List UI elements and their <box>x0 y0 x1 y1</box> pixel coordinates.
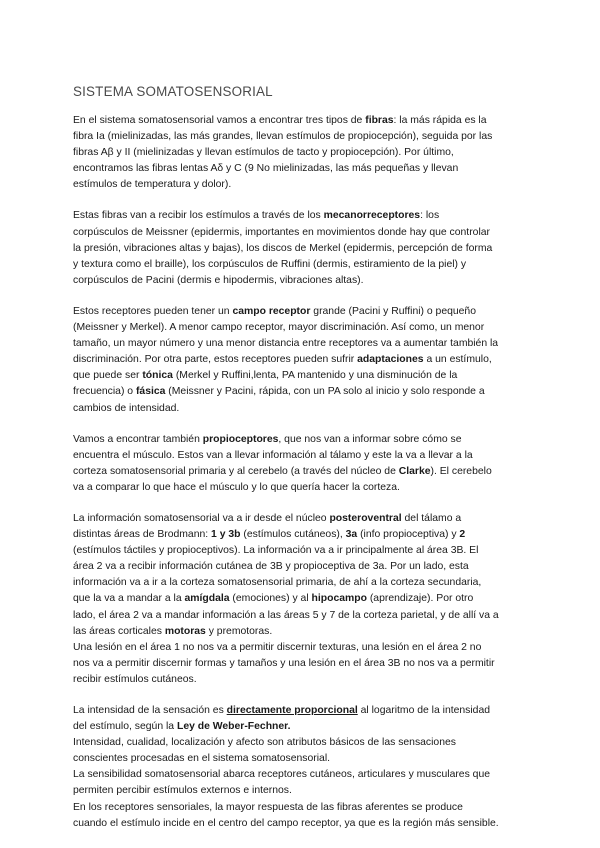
paragraph-3 <box>73 304 540 417</box>
text-run: ). El cerebelo <box>430 465 492 477</box>
text-line <box>73 800 540 816</box>
text-run: distintas áreas de Brodmann: <box>73 529 212 541</box>
text-line <box>73 145 540 161</box>
text-run: corpúsculos de Meissner (epidermis, importantes en movimientos donde hay que controlar <box>73 226 490 238</box>
text-run: Una lesión en el área 1 no nos va a permitir discernir texturas, una lesión en el área 2 no <box>73 641 482 653</box>
text-run: estímulos de temperatura y dolor). <box>73 179 232 191</box>
text-run: En el sistema somatosensorial vamos a encontrar tres tipos de <box>73 115 366 126</box>
text-line <box>73 719 540 735</box>
text-run: al logaritmo de la intensidad <box>357 705 491 716</box>
text-run: área 2 va a recibir información cutánea de 3B y propioceptiva de 3a. Por un lado, esta <box>73 561 469 573</box>
text-run: En los receptores sensoriales, la mayor respuesta de las fibras aferentes se produce <box>73 801 463 813</box>
text-run: (aprendizaje). Por otro <box>366 593 474 605</box>
text-line <box>73 273 540 289</box>
bold-term: Clarke <box>398 465 431 477</box>
text-run: frecuencia) o <box>73 386 136 398</box>
text-run: (Meissner y Pacini, rápida, con un PA solo al inicio y solo responde a <box>165 386 485 398</box>
bold-term: posteroventral <box>329 512 402 524</box>
bold-term: adaptaciones <box>357 354 424 366</box>
text-run: la presión, vibraciones altas y bajas), los discos de Merkel (epidermis, percepción de forma <box>73 242 493 254</box>
text-run: : los <box>420 210 440 222</box>
text-run: fibras Aβ y II (mielinizadas y llevan estímulos de tacto y propiocepción). Por último, <box>73 147 454 159</box>
text-run: (estímulos cutáneos), <box>240 529 346 541</box>
bold-term: amígdala <box>184 593 230 605</box>
text-run: Estas fibras van a recibir los estímulos a través de los <box>73 210 324 222</box>
text-run: La sensibilidad somatosensorial abarca receptores cutáneos, articulares y musculares que <box>73 769 491 781</box>
text-line <box>73 257 540 273</box>
text-line <box>73 511 540 527</box>
text-run: (info propioceptiva) y <box>357 529 460 541</box>
bold-term: fibras <box>365 115 394 126</box>
text-run: las áreas corticales <box>73 625 165 637</box>
text-run: : la más rápida es la <box>393 115 487 126</box>
text-line <box>73 225 540 241</box>
text-line <box>73 816 540 832</box>
text-run: Intensidad, cualidad, localización y afecto son atributos básicos de las sensaciones <box>73 737 456 749</box>
bold-term: hipocampo <box>311 593 367 605</box>
text-run: que puede ser <box>73 370 143 382</box>
document-body <box>73 113 540 832</box>
text-line <box>73 767 540 783</box>
bold-term: campo receptor <box>232 305 311 317</box>
text-line <box>73 672 540 688</box>
text-line <box>73 480 540 496</box>
paragraph-6 <box>73 703 540 832</box>
page-title: SISTEMA SOMATOSENSORIAL <box>73 84 273 99</box>
text-run: encuentra el músculo. Estos van a llevar información al tálamo y este la va a llevar a la <box>73 449 473 461</box>
text-line <box>73 208 540 224</box>
text-line <box>73 783 540 799</box>
text-line <box>73 401 540 417</box>
text-line <box>73 464 540 480</box>
text-run: (Meissner y Merkel). A menor campo receptor, mayor discriminación. Así como, un menor <box>73 322 485 334</box>
text-run: y textura como el braille), los corpúsculos de Ruffini (dermis, estiramiento de la piel) y <box>73 258 467 270</box>
text-line <box>73 352 540 368</box>
text-run: información va a ir a la corteza somatosensorial primaria, de ahí a la corteza secundaria, <box>73 577 482 589</box>
text-line <box>73 591 540 607</box>
text-line <box>73 113 540 129</box>
paragraph-2 <box>73 208 540 288</box>
text-run: grande (Pacini y Ruffini) o pequeño <box>310 305 476 317</box>
text-run: del tálamo a <box>401 512 462 524</box>
text-line <box>73 624 540 640</box>
text-run: corteza somatosensorial primaria y al cerebelo (a través del núcleo de <box>73 465 399 477</box>
text-run: que la va a mandar a la <box>73 593 185 605</box>
text-line <box>73 432 540 448</box>
text-run: va a comparar lo que hace el músculo y lo que quería hacer la corteza. <box>73 481 400 493</box>
text-run: discriminación. Por otra parte, estos receptores pueden sufrir <box>73 354 358 366</box>
bold-term: 2 <box>459 529 466 541</box>
bold-term: 3a <box>345 529 358 541</box>
bold-underlined-term: directamente proporcional <box>226 705 358 716</box>
text-line <box>73 656 540 672</box>
bold-term: motoras <box>164 625 206 637</box>
text-line <box>73 575 540 591</box>
text-line <box>73 304 540 320</box>
text-run: La intensidad de la sensación es <box>73 705 227 716</box>
text-line <box>73 177 540 193</box>
text-line <box>73 751 540 767</box>
text-run: cuando el estímulo incide en el centro del campo receptor, ya que es la región más sensible. <box>73 817 499 829</box>
bold-term: propioceptores <box>202 433 279 445</box>
text-run: lado, el área 2 va a mandar información a las áreas 5 y 7 de la corteza parietal, y de allí va a <box>73 609 499 621</box>
text-run: nos va a permitir discernir formas y tamaños y una lesión en el área 3B no nos va a permitir <box>73 657 495 669</box>
bold-term: mecanorreceptores <box>323 210 421 222</box>
text-line <box>73 543 540 559</box>
text-line <box>73 336 540 352</box>
text-run: corpúsculos de Pacini (dermis e hipodermis, vibraciones altas). <box>73 274 364 286</box>
text-line <box>73 384 540 400</box>
paragraph-1 <box>73 113 540 193</box>
text-run: a un estímulo, <box>423 354 492 366</box>
text-line <box>73 448 540 464</box>
paragraph-5 <box>73 511 540 688</box>
text-run: recibir estímulos cutáneos. <box>73 673 197 685</box>
text-run: (estímulos táctiles y propioceptivos). La información va a ir principalmente al área 3B. El <box>73 545 479 557</box>
text-line <box>73 703 540 719</box>
bold-term: 1 y 3b <box>211 529 241 541</box>
text-run: y premotoras. <box>205 625 273 637</box>
text-line <box>73 241 540 257</box>
text-run: encontramos las fibras lentas Aδ y C (9 No mielinizadas, las más pequeñas y llevan <box>73 163 459 175</box>
text-run: (Merkel y Ruffini,lenta, PA mantenido y una disminución de la <box>172 370 458 382</box>
text-line <box>73 608 540 624</box>
text-run: La información somatosensorial va a ir desde el núcleo <box>73 512 330 524</box>
text-run: permiten percibir estímulos externos e internos. <box>73 785 292 797</box>
paragraph-4 <box>73 432 540 496</box>
text-run: del estímulo, según la <box>73 721 177 733</box>
text-line <box>73 640 540 656</box>
text-run: , que nos van a informar sobre cómo se <box>278 433 462 445</box>
text-line <box>73 559 540 575</box>
text-run: Vamos a encontrar también <box>73 433 203 445</box>
text-line <box>73 368 540 384</box>
bold-term: Ley de Weber-Fechner. <box>176 721 291 733</box>
text-run: conscientes procesadas en el sistema somatosensorial. <box>73 753 331 765</box>
bold-term: tónica <box>142 370 173 382</box>
text-line <box>73 527 540 543</box>
text-line <box>73 129 540 145</box>
bold-term: fásica <box>135 386 166 398</box>
text-line <box>73 735 540 751</box>
text-line <box>73 161 540 177</box>
text-line <box>73 320 540 336</box>
text-run: (emociones) y al <box>229 593 312 605</box>
text-run: Estos receptores pueden tener un <box>73 305 233 317</box>
text-run: fibra Ia (mielinizadas, las más grandes, llevan estímulos de propiocepción), seguida por las <box>73 131 493 143</box>
text-run: cambios de intensidad. <box>73 402 180 414</box>
text-run: tamaño, un mayor número y una menor distancia entre receptores va a aumentar también la <box>73 338 499 350</box>
